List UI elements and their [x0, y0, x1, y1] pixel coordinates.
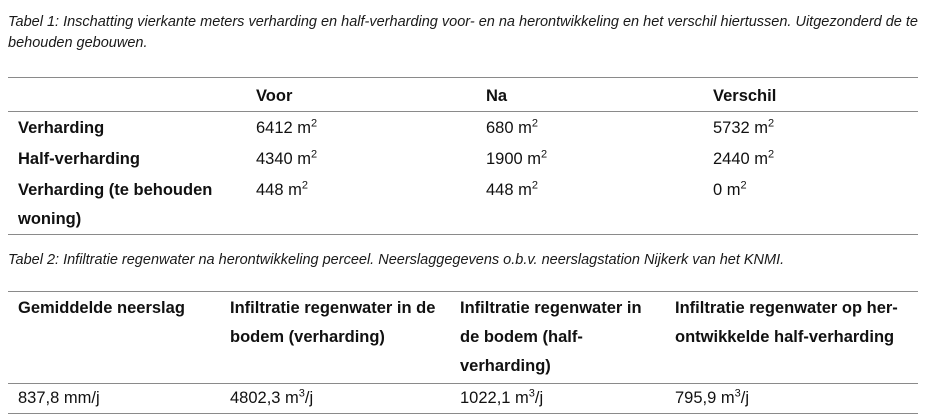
table2-caption: Tabel 2: Infiltratie regenwater na herontwikkeling perceel. Neerslaggegevens o.b.v. neerslagstation Nijkerk van het KNMI. — [8, 252, 785, 268]
cell-infiltratie-her-ontwikkeld: 795,9 $m^3/j$ — [675, 387, 749, 407]
table-header-row — [8, 78, 918, 112]
header-verschil: Verschil — [713, 87, 777, 105]
table-verharding — [8, 77, 918, 235]
row-label: Verharding — [18, 119, 105, 137]
cell-verschil: 5732 $m^2$ — [713, 117, 775, 137]
table-header-row — [8, 292, 918, 384]
table-row — [8, 174, 918, 235]
header-neerslag: Gemiddelde neerslag — [18, 299, 185, 317]
row-label: Verharding (te behouden woning) — [18, 181, 213, 228]
header-infiltratie-her-ontwikkeld: Infiltratie regenwater op her-ontwikkelde half-verharding — [675, 299, 898, 346]
cell-voor: 448 $m^2$ — [256, 179, 308, 199]
cell-na: 680 $m^2$ — [486, 117, 538, 137]
cell-verschil: 2440 $m^2$ — [713, 148, 775, 168]
header-infiltratie-verharding: Infiltratie regenwater in de bodem (verharding) — [230, 299, 436, 346]
cell-infiltratie-half-verharding: 1022,1 $m^3/j$ — [460, 387, 544, 407]
row-label: Half-verharding — [18, 150, 140, 168]
cell-na: 448 $m^2$ — [486, 179, 538, 199]
cell-voor: 4340 $m^2$ — [256, 148, 318, 168]
cell-na: 1900 $m^2$ — [486, 148, 548, 168]
table-row — [8, 384, 918, 414]
header-infiltratie-half-verharding: Infiltratie regenwater in de bodem (half-verharding) — [460, 299, 642, 375]
cell-verschil: 0 $m^2$ — [713, 179, 747, 199]
cell-neerslag: 837,8 mm/j — [18, 389, 100, 407]
header-empty — [8, 78, 246, 112]
cell-infiltratie-verharding: 4802,3 $m^3/j$ — [230, 387, 314, 407]
table-infiltratie — [8, 291, 918, 414]
table-row — [8, 112, 918, 144]
header-voor: Voor — [256, 87, 293, 105]
table1-caption: Tabel 1: Inschatting vierkante meters verharding en half-verharding voor- en na herontwikkeling en het verschil hiertussen. Uitgezonderd de te behouden gebouwen. — [8, 14, 918, 51]
table-row — [8, 143, 918, 174]
header-na: Na — [486, 87, 508, 105]
cell-voor: 6412 $m^2$ — [256, 117, 318, 137]
